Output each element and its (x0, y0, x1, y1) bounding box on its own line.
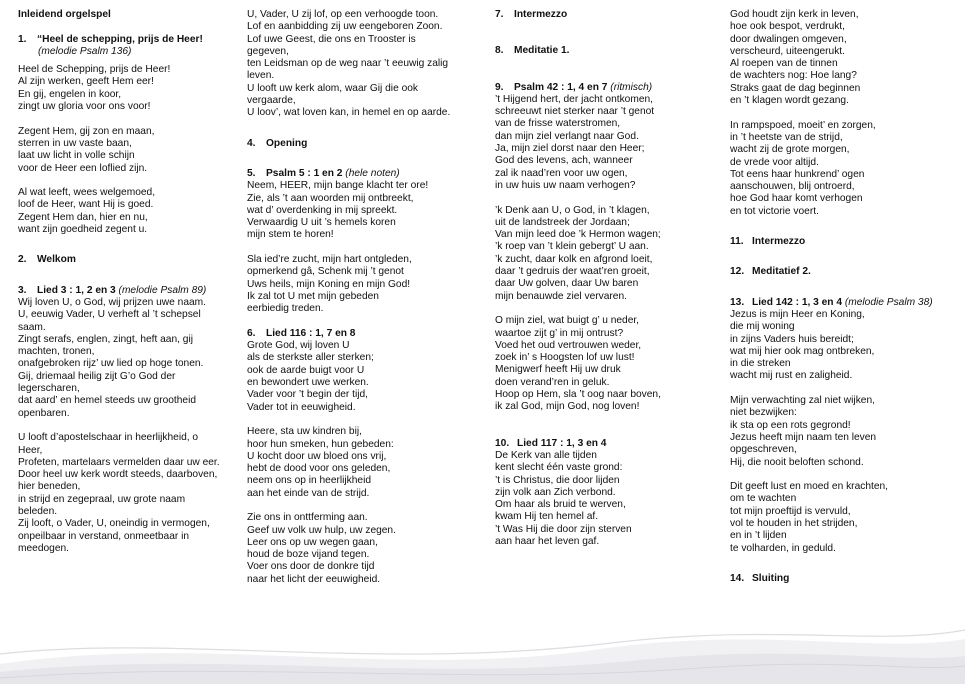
verse: Mijn verwachting zal niet wijken, niet bezwijken: ik sta op een rots gegrond! Jezus heeft mijn naam ten leven opgeschreven, Hij, die nooit beloften schond. (730, 395, 877, 468)
section-number: 9. (495, 81, 504, 93)
section-number: 14. (730, 572, 745, 584)
melody-note: (melodie Psalm 38) (844, 296, 933, 308)
section-heading (730, 573, 960, 585)
column-3 (495, 9, 717, 548)
verse: God houdt zijn kerk in leven, hoe ook bespot, verdrukt, door dwalingen omgeven, verscheurd, uiteengerukt. Al roepen van de tinnen de wachters nog: Hoe lang? Straks gaat de dag beginnen en ’t klagen wordt gezang. (730, 9, 861, 107)
section-heading (730, 297, 960, 309)
song-title: Lied 142 : 1, 3 en 4 (752, 296, 843, 308)
verse: U, Vader, U zij lof, op een verhoogde toon. Lof en aanbidding zij uw eengeboren Zoon. Lof uwe Geest, die ons en Trooster is gegeven, ten Leidsman op de weg naar ’t eeuwig zalig leven. U looft uw kerk alom, waar Gij die ook vergaarde, U loov’, wat loven kan, in hemel en op aarde. (247, 9, 451, 119)
melody-note: (melodie Psalm 89) (118, 284, 207, 296)
section-number: 12. (730, 266, 745, 278)
section-heading (18, 34, 246, 46)
decorative-wave-background (0, 594, 965, 684)
section-number: 7. (495, 9, 504, 20)
section-heading (495, 9, 717, 21)
section-number: 13. (730, 296, 745, 308)
section-label: Intermezzo (752, 236, 806, 248)
section-number: 11. (730, 236, 744, 248)
section-number: 4. (247, 137, 256, 149)
verse: Dit geeft lust en moed en krachten, om te wachten tot mijn proeftijd is vervuld, vol te houden in het strijden, en in ’t lijden te volharden, in geduld. (730, 481, 888, 554)
section-number: 1. (18, 33, 27, 45)
verse: Zie ons in onttferming aan. Geef uw volk uw hulp, uw zegen. Leer ons op uw wegen gaan, houd de boze vijand tegen. Voer ons door de donkre tijd naar het licht der eeuwigheid. (247, 512, 396, 585)
section-heading (495, 45, 717, 57)
column-2 (247, 9, 479, 586)
verse: Jezus is mijn Heer en Koning, die mij woning in zijns Vaders huis bereidt; wat mij hier ook mag ontbreken, in die streken wacht mij rust en zaligheid. (730, 308, 875, 382)
section-label: Sluiting (752, 572, 790, 584)
section-number: 6. (247, 327, 256, 339)
section-label: Welkom (37, 254, 76, 266)
column-4 (730, 9, 960, 585)
verse: U looft d’apostelschaar in heerlijkheid, o Heer, Profeten, martelaars vermelden daar uw eer. Door heel uw kerk wordt steeds, daarboven, hier beneden, in strijd en zegepraal, uw grote naam beleden. Zij looft, o Vader, U, oneindig in vermogen, onpeilbaar in verstand, onmeetbaar in meedogen. (18, 432, 220, 554)
section-heading (247, 328, 479, 340)
song-title: Lied 116 : 1, 7 en 8 (266, 327, 356, 339)
section-heading (730, 266, 960, 278)
section-label: Meditatie 1. (514, 45, 570, 57)
song-title: Psalm 5 : 1 en 2 (266, 167, 343, 179)
section-label: Opening (266, 137, 308, 149)
verse: Heere, sta uw kindren bij, hoor hun smeken, hun gebeden: U kocht door uw bloed ons vrij, hebt de dood voor ons geleden, neem ons op in heerlijkheid aan het einde van de strijd. (247, 426, 394, 499)
melody-note: (ritmisch) (610, 81, 653, 93)
section-heading (18, 254, 246, 266)
verse: Heel de Schepping, prijs de Heer! Al zijn werken, geeft Hem eer! En gij, engelen in koor, zingt uw gloria voor ons voor! (18, 64, 171, 113)
verse: Grote God, wij loven U als de sterkste aller sterken; ook de aarde buigt voor U en bewondert uwe werken. Vader voor ’t begin der tijd, Vader tot in eeuwigheid. (247, 340, 374, 413)
verse: Al wat leeft, wees welgemoed, loof de Heer, want Hij is goed. Zegent Hem dan, hier en nu, want zijn goedheid zegent u. (18, 187, 156, 236)
verse: Neem, HEER, mijn bange klacht ter ore! Zie, als ’t aan woorden mij ontbreekt, wat d’ overdenking in mij spreekt. Verwaardig U uit ’s hemels koren mijn stem te horen! (247, 180, 429, 241)
section-label: Intermezzo (514, 9, 568, 20)
section-title: Inleidend orgelspel (18, 9, 111, 20)
section-number: 3. (18, 284, 27, 296)
verse: De Kerk van alle tijden kent slecht één vaste grond: ’t is Christus, die door lijden zijn volk aan Zich verbond. Om haar als bruid te werven, kwam Hij ten hemel af. ’t Was Hij die door zijn sterven aan haar het leven gaf. (495, 449, 632, 547)
verse: Zegent Hem, gij zon en maan, sterren in uw vaste baan, laat uw licht in volle schijn voor de Heer een loflied zijn. (18, 125, 155, 174)
section-heading (495, 438, 717, 450)
verse: Wij loven U, o God, wij prijzen uwe naam. U, eeuwig Vader, U verheft al ’t schepsel saam. Zingt serafs, englen, zingt, heft aan, gij machten, tronen, onafgebroken rijz’ uw lied op hoge tonen. Gij, driemaal heilig zijt G’o God der legerscharen, dat aard’ en hemel steeds uw grootheid openbaren. (18, 296, 206, 419)
verse: Sla ied’re zucht, mijn hart ontgleden, opmerkend gâ, Schenk mij ’t genot Uws heils, mijn Koning en mijn God! Ik zal tot U met mijn gebeden eerbiedig treden. (247, 254, 412, 315)
song-title: Lied 117 : 1, 3 en 4 (517, 437, 607, 449)
song-title: Lied 3 : 1, 2 en 3 (37, 284, 116, 296)
section-number: 2. (18, 254, 27, 266)
section-number: 10. (495, 437, 510, 449)
section-number: 5. (247, 167, 256, 179)
melody-note: (hele noten) (345, 167, 400, 179)
verse: O mijn ziel, wat buigt g’ u neder, waartoe zijt g’ in mij ontrust? Voed het oud vertrouwen weder, zoek in’ s Hoogsten lof uw lust! Menigwerf heeft Hij uw druk doen verand’ren in geluk. Hoop op Hem, sla ’t oog naar boven, ik zal God, mijn God, nog loven! (495, 315, 661, 413)
section-heading (730, 236, 960, 248)
song-title: “Heel de schepping, prijs de Heer! (37, 33, 203, 45)
melody-note: (melodie Psalm 136) (38, 45, 132, 57)
column-1 (18, 9, 246, 555)
verse: ’k Denk aan U, o God, in ’t klagen, uit de landstreek der Jordaan; Van mijn leed doe ’k Hermon wagen; ’k roep van ’t klein gebergt’ U aan. ’k zucht, daar kolk en afgrond loeit, daar ’t gedruis der waat’ren groeit, daar Uw golven, daar Uw baren mijn benauwde ziel vervaren. (495, 204, 661, 302)
section-heading (247, 138, 479, 150)
verse: In rampspoed, moeit’ en zorgen, in ’t heetste van de strijd, wacht zij de grote morgen, de vrede voor altijd. Tot eens haar hunkrend’ ogen aanschouwen, blij ontroerd, hoe God haar komt verhogen en tot victorie voert. (730, 119, 876, 217)
section-heading (18, 285, 246, 297)
section-heading (495, 82, 717, 94)
section-number: 8. (495, 45, 504, 57)
section-label: Meditatief 2. (752, 266, 811, 278)
verse: ’t Hijgend hert, der jacht ontkomen, schreeuwt niet sterker naar ’t genot van de frisse waterstromen, dan mijn ziel verlangt naar God. Ja, mijn ziel dorst naar den Heer; God des levens, ach, wanneer zal ik naad’ren voor uw ogen, in uw huis uw naam verhogen? (495, 93, 655, 191)
song-title: Psalm 42 : 1, 4 en 7 (514, 81, 608, 93)
section-heading (247, 168, 479, 180)
